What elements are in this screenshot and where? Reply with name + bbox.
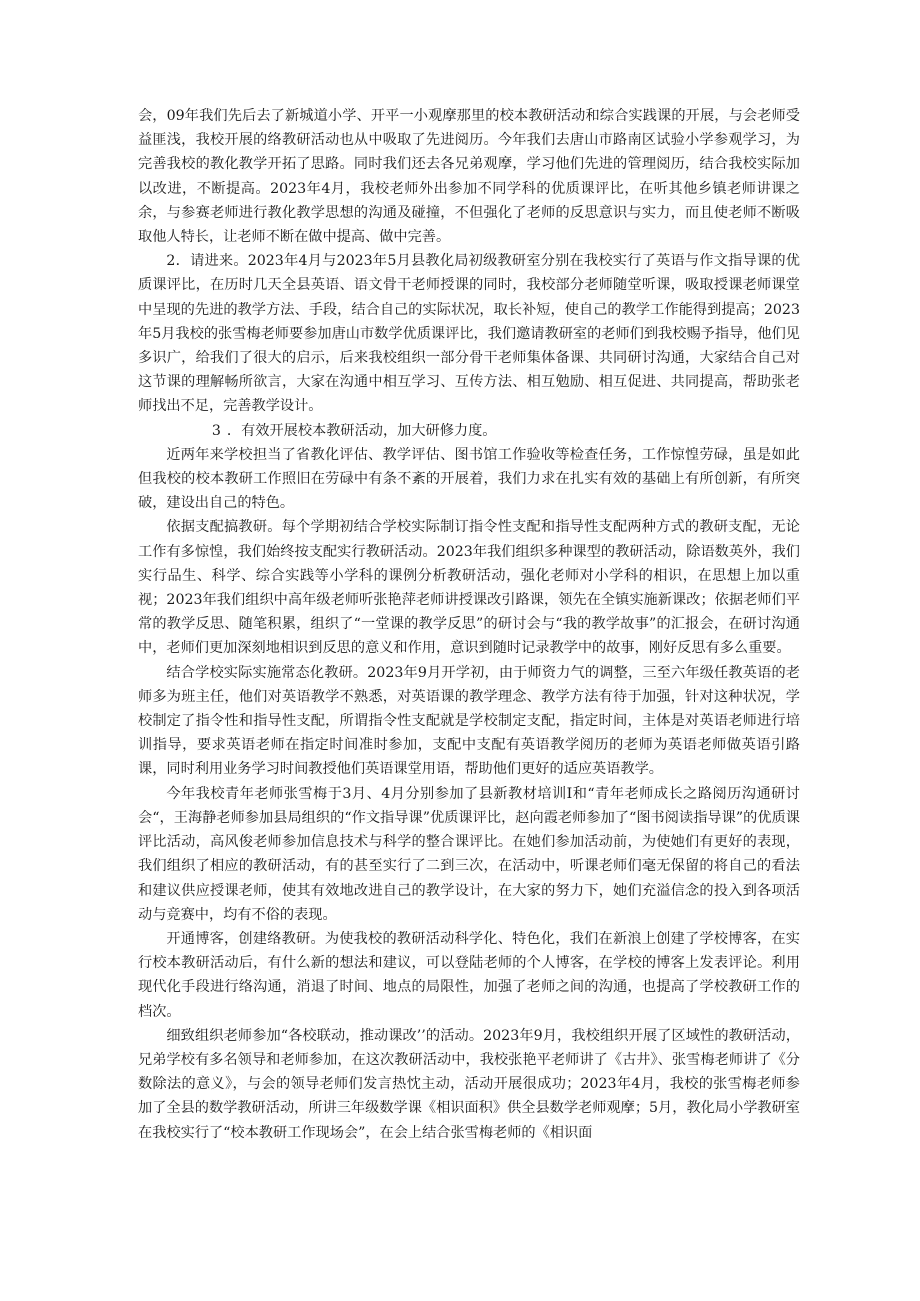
paragraph-item-2 xyxy=(138,249,800,418)
paragraph-item-3 xyxy=(138,419,800,443)
paragraph-continuation xyxy=(138,104,800,249)
paragraph-text: ．请进来。2023年4月与2023年5月县教化局初级教研室分别在我校实行了英语与作文指导课的优质课评比，在历时几天全县英语、语文骨干老师授课的同时，我校部分老师随堂听课，吸取授课老师课堂中呈现的先进的教学方法、手段，结合自己的实际状况，取长补短，使自己的教学工作能得到提高；2023年5月我校的张雪梅老师要参加唐山市数学优质课评比，我们邀请教研室的老师们到我校赐予指导，他们见多识广，给我们了很大的启示，后来我校组织一部分骨干老师集体备课、共同研讨沟通，大家结合自己对这节课的理解畅所欲言，大家在沟通中相互学习、互传方法、相互勉励、相互促进、共同提高，帮助张老师找出不足，完善教学设计。 xyxy=(138,253,800,415)
document-page xyxy=(138,104,800,1145)
paragraph-routine-research xyxy=(138,661,800,782)
paragraph-blog-research xyxy=(138,927,800,1024)
paragraph-text: 细致组织老师参加“各校联动，推动课改’’的活动。2023年9月，我校组织开展了区域性的教研活动，兄弟学校有多名领导和老师参加，在这次教研活动中，我校张艳平老师讲了《古井》、张雪梅老师讲了《分数除法的意义》，与会的领导老师们发言热忱主动，活动开展很成功；2023年4月，我校的张雪梅老师参加了全县的数学教研活动，所讲三年级数学课《相识面积》供全县数学老师观摩；5月，教化局小学教研室在我校实行了“校本教研工作现场会”，在会上结合张雪梅老师的《相识面 xyxy=(138,1027,800,1141)
paragraph-text: 今年我校青年老师张雪梅于3月、4月分别参加了县新教材培训Ⅰ和“青年老师成长之路阅历沟通研讨会“，王海静老师参加县局组织的“作文指导课”优质课评比，赵向霞老师参加了“图书阅读指导课”的优质课评比活动，高风俊老师参加信息技术与科学的整合课评比。在她们参加活动前，为使她们有更好的表现，我们组织了相应的教研活动，有的甚至实行了二到三次，在活动中，听课老师们毫无保留的将自己的看法和建议供应授课老师，使其有效地改进自己的教学设计，在大家的努力下，她们充溢信念的投入到各项活动与竞赛中，均有不俗的表现。 xyxy=(138,785,800,923)
paragraph-overview xyxy=(138,443,800,516)
paragraph-text: ．有效开展校本教研活动，加大研修力度。 xyxy=(226,422,497,439)
item-number: 2 xyxy=(166,253,176,270)
paragraph-plan-research xyxy=(138,515,800,660)
paragraph-young-teachers xyxy=(138,782,800,927)
paragraph-text: 近两年来学校担当了省教化评估、教学评估、图书馆工作验收等检查任务，工作惊惶劳碌，虽是如此但我校的校本教研工作照旧在劳碌中有条不紊的开展着，我们力求在扎实有效的基础上有所创新，有所突破，建设出自己的特色。 xyxy=(138,446,800,512)
paragraph-text: 结合学校实际实施常态化教研。2023年9月开学初，由于师资力气的调整，三至六年级任教英语的老师多为班主任，他们对英语教学不熟悉，对英语课的教学理念、教学方法有待于加强，针对这种状况，学校制定了指令性和指导性支配，所谓指令性支配就是学校制定支配，指定时间，主体是对英语老师进行培训指导，要求英语老师在指定时间准时参加，支配中支配有英语教学阅历的老师为英语老师做英语引路课，同时利用业务学习时间教授他们英语课堂用语，帮助他们更好的适应英语教学。 xyxy=(138,664,800,778)
item-number: 3 xyxy=(211,422,221,439)
paragraph-joint-activity xyxy=(138,1024,800,1145)
paragraph-text: 依据支配搞教研。每个学期初结合学校实际制订指令性支配和指导性支配两种方式的教研支配，无论工作有多惊惶，我们始终按支配实行教研活动。2023年我们组织多种课型的教研活动，除语数英外，我们实行品生、科学、综合实践等小学科的课例分析教研活动，强化老师对小学科的相识，在思想上加以重视；2023年我们组织中高年级老师听张艳萍老师讲授课改引路课，领先在全镇实施新课改；依据老师们平常的教学反思、随笔积累，组织了“一堂课的教学反思”的研讨会与“我的教学故事”的汇报会，在研讨沟通中，老师们更加深刻地相识到反思的意义和作用，意识到随时记录教学中的故事，刚好反思有多么重要。 xyxy=(138,519,801,657)
paragraph-text: 开通博客，创建络教研。为使我校的教研活动科学化、特色化，我们在新浪上创建了学校博客，在实行校本教研活动后，有什么新的想法和建议，可以登陆老师的个人博客，在学校的博客上发表评论。利用现代化手段进行络沟通，消退了时间、地点的局限性，加强了老师之间的沟通，也提高了学校教研工作的档次。 xyxy=(138,930,800,1020)
paragraph-text: 会，09年我们先后去了新城道小学、开平一小观摩那里的校本教研活动和综合实践课的开展，与会老师受益匪浅，我校开展的络教研活动也从中吸取了先进阅历。今年我们去唐山市路南区试验小学参观学习，为完善我校的教化教学开拓了思路。同时我们还去各兄弟观摩，学习他们先进的管理阅历，结合我校实际加以改进，不断提高。2023年4月，我校老师外出参加不同学科的优质课评比，在听其他乡镇老师讲课之余，与参赛老师进行教化教学思想的沟通及碰撞，不但强化了老师的反思意识与实力，而且使老师不断吸取他人特长，让老师不断在做中提高、做中完善。 xyxy=(138,108,800,246)
